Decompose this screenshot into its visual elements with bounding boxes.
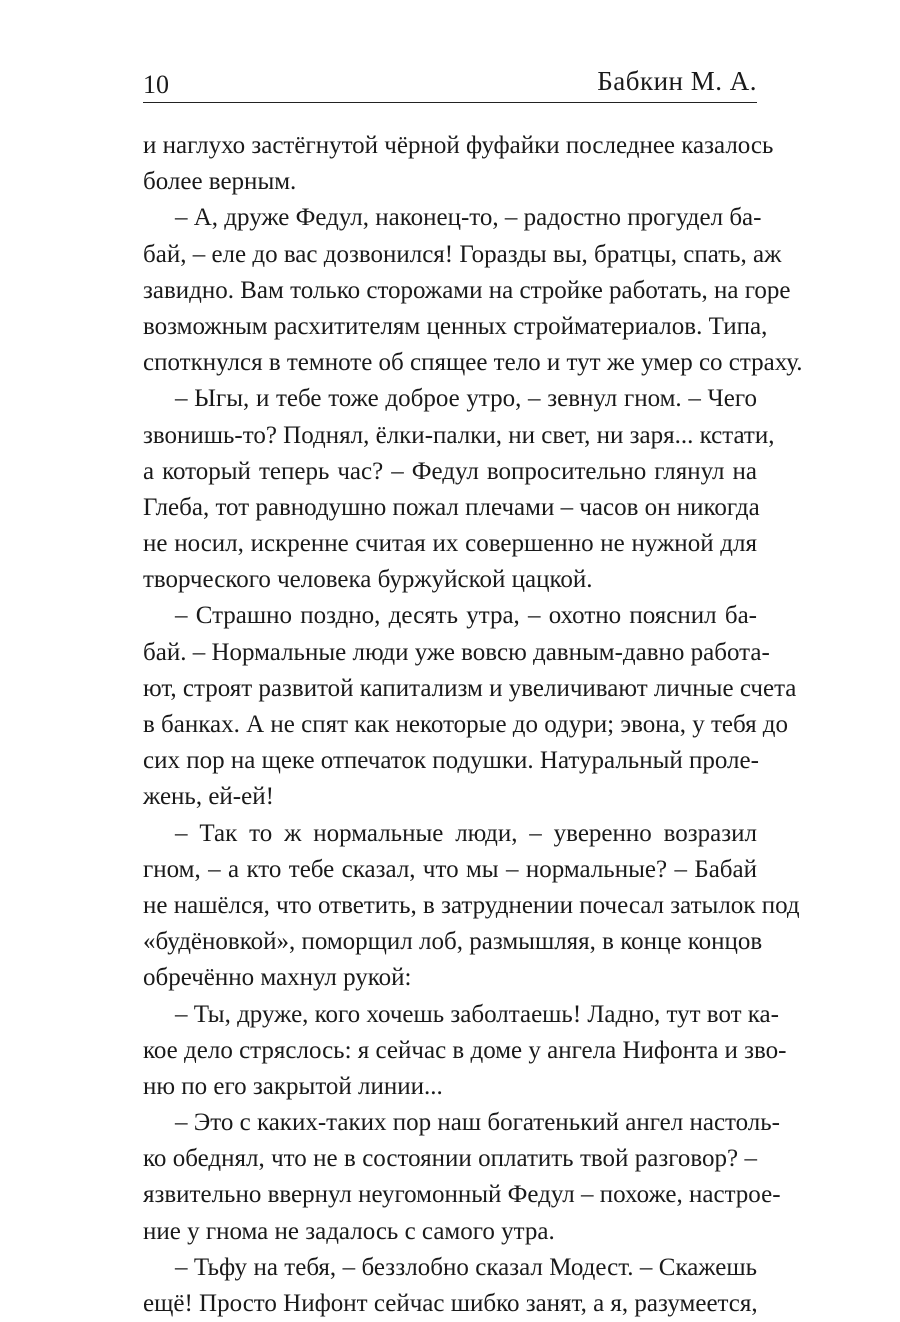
text-line: и наглухо застёгнутой чёрной фуфайки последнее казалось	[143, 132, 774, 159]
text-line: творческого человека буржуйской цацкой.	[143, 566, 593, 594]
text-line: звонишь-то? Поднял, ёлки-палки, ни свет, ни заря... кстати,	[143, 421, 775, 449]
running-head-author: Бабкин М. А.	[597, 66, 757, 96]
text-line: а который теперь час? – Федул вопросительно глянул на	[143, 457, 757, 485]
text-line: не нашёлся, что ответить, в затруднении почесал затылок под	[143, 891, 800, 919]
text-line: – Это с каких-таких пор наш богатенький ангел настоль-	[175, 1109, 781, 1137]
page-number: 10	[143, 70, 169, 99]
text-line: язвительно ввернул неугомонный Федул – похоже, настрое-	[143, 1181, 781, 1209]
text-line: кое дело стряслось: я сейчас в доме у ангела Нифонта и зво-	[143, 1036, 787, 1064]
text-line: сих пор на щеке отпечаток подушки. Натуральный проле-	[143, 747, 759, 775]
text-line: в банках. А не спят как некоторые до одури; эвона, у тебя до	[143, 711, 789, 738]
text-line: жень, ей-ей!	[143, 783, 274, 811]
text-line: – Ты, друже, кого хочешь заболтаешь! Ладно, тут вот ка-	[175, 1000, 779, 1028]
page-header	[143, 62, 757, 103]
text-line: бай, – еле до вас дозвонился! Горазды вы, братцы, спать, аж	[143, 240, 782, 268]
text-line: «будёновкой», поморщил лоб, размышляя, в конце концов	[143, 928, 763, 956]
text-line: завидно. Вам только сторожами на стройке работать, на горе	[143, 276, 791, 304]
text-line: – Так то ж нормальные люди, – уверенно возразил	[175, 819, 757, 847]
text-line: бай. – Нормальные люди уже вовсю давным-давно работа-	[143, 638, 770, 666]
text-line: – А, друже Федул, наконец-то, – радостно прогудел ба-	[175, 204, 762, 232]
text-line: ние у гнома не задалось с самого утра.	[143, 1217, 555, 1245]
text-line: ещё! Просто Нифонт сейчас шибко занят, а я, разумеется,	[143, 1290, 758, 1317]
text-line: возможным расхитителям ценных стройматериалов. Типа,	[143, 312, 768, 340]
text-line: обречённо махнул рукой:	[143, 964, 412, 992]
text-line: Глеба, тот равнодушно пожал плечами – часов он никогда	[143, 493, 760, 521]
text-line: – Тьфу на тебя, – беззлобно сказал Модест. – Скажешь	[175, 1253, 757, 1281]
text-line: не носил, искренне считая их совершенно не нужной для	[143, 530, 757, 558]
text-line: споткнулся в темноте об спящее тело и тут же умер со страху.	[143, 349, 803, 377]
text-line: гном, – а кто тебе сказал, что мы – нормальные? – Бабай	[143, 855, 757, 883]
text-line: – Ыгы, и тебе тоже доброе утро, – зевнул гном. – Чего	[175, 385, 757, 413]
text-line: ко обеднял, что не в состоянии оплатить твой разговор? –	[143, 1145, 757, 1173]
text-line: более верным.	[143, 168, 297, 196]
text-line: ню по его закрытой линии...	[143, 1072, 443, 1100]
text-line: – Страшно поздно, десять утра, – охотно пояснил ба-	[175, 602, 757, 630]
body-text	[143, 128, 803, 1322]
text-line: ют, строят развитой капитализм и увеличивают личные счета	[143, 674, 797, 702]
